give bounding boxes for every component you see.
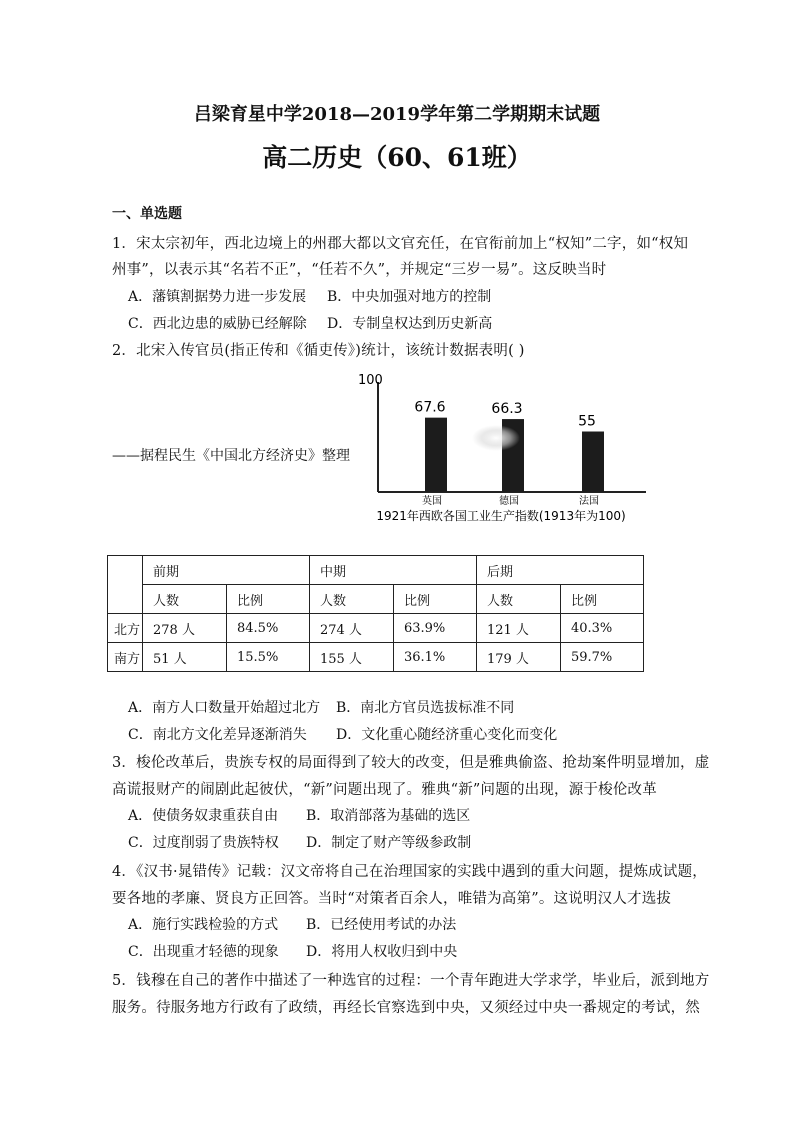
category-label-france: 法国 xyxy=(579,496,599,507)
bar-britain xyxy=(425,418,447,492)
category-label-germany: 德国 xyxy=(499,496,519,507)
value-label-britain: 67.6 xyxy=(414,399,446,416)
subheader-cell: 比例 xyxy=(227,585,310,614)
table-row xyxy=(108,585,644,614)
q3-option-d: D．制定了财产等级参政制 xyxy=(306,835,472,851)
table-row xyxy=(108,556,644,585)
table-cell: 179 人 xyxy=(476,643,560,672)
subheader-cell: 人数 xyxy=(476,585,560,614)
value-label-germany: 66.3 xyxy=(491,401,523,418)
table-cell: 36.1% xyxy=(393,643,476,672)
q4-option-a: A．施行实践检验的方式 xyxy=(128,917,279,933)
table-cell: 40.3% xyxy=(560,614,643,643)
q1-stem-line-1: 1．宋太宗初年，西北边境上的州郡大都以文官充任，在官衔前加上“权知”二字，如“权知 xyxy=(112,236,689,252)
q3-stem-line-2: 高谎报财产的闹剧此起彼伏，“新”问题出现了。雅典“新”问题的出现，源于梭伦改革 xyxy=(112,782,657,798)
chart-caption: 1921年西欧各国工业生产指数(1913年为100) xyxy=(376,509,626,523)
table-cell: 274 人 xyxy=(309,614,393,643)
subheader-cell: 比例 xyxy=(560,585,643,614)
q5-stem-line-1: 5．钱穆在自己的著作中描述了一种选官的过程：一个青年跑进大学求学，毕业后，派到地方 xyxy=(112,973,710,989)
subheader-cell: 比例 xyxy=(393,585,476,614)
q3-option-b: B．取消部落为基础的选区 xyxy=(306,808,471,824)
q2-source-note: ——据程民生《中国北方经济史》整理 xyxy=(112,448,350,464)
q1-option-b: B．中央加强对地方的控制 xyxy=(327,289,492,305)
table-corner-cell xyxy=(108,556,143,614)
q4-option-b: B．已经使用考试的办法 xyxy=(306,917,457,933)
q3-option-a: A．使债务奴隶重获自由 xyxy=(128,808,279,824)
subheader-cell: 人数 xyxy=(143,585,227,614)
q2-option-c: C．南北方文化差异逐渐消失 xyxy=(128,727,307,743)
table-cell: 63.9% xyxy=(393,614,476,643)
section-title: 一、单选题 xyxy=(112,206,182,222)
officials-table xyxy=(107,555,644,672)
table-cell: 155 人 xyxy=(309,643,393,672)
table-cell: 15.5% xyxy=(227,643,310,672)
q1-stem-line-2: 州事”，以表示其“名若不正”，“任若不久”，并规定“三岁一易”。这反映当时 xyxy=(112,262,607,278)
q4-stem-line-1: 4．《汉书·晁错传》记载：汉文帝将自己在治理国家的实践中遇到的重大问题，提炼成试题， xyxy=(112,864,707,880)
period-header: 后期 xyxy=(476,556,643,585)
value-label-france: 55 xyxy=(578,413,596,430)
q1-option-d: D．专制皇权达到历史新高 xyxy=(327,316,493,332)
period-header: 中期 xyxy=(309,556,476,585)
q4-option-d: D．将用人权收归到中央 xyxy=(306,944,458,960)
q4-option-c: C．出现重才轻德的现象 xyxy=(128,944,279,960)
q2-option-a: A．南方人口数量开始超过北方 xyxy=(128,700,321,716)
scan-glare xyxy=(472,425,520,451)
q1-option-c: C．西北边患的威胁已经解除 xyxy=(128,316,307,332)
q2-option-b: B．南北方官员选拔标准不同 xyxy=(336,700,515,716)
table-cell: 59.7% xyxy=(560,643,643,672)
q1-option-a: A．藩镇割据势力进一步发展 xyxy=(128,289,307,305)
q2-stem: 2．北宋入传官员(指正传和《循吏传》)统计，该统计数据表明( ) xyxy=(112,343,525,359)
row-header-south: 南方 xyxy=(108,643,143,672)
school-title: 吕梁育星中学2018—2019学年第二学期期末试题 xyxy=(193,104,601,125)
period-header: 前期 xyxy=(143,556,310,585)
table-cell: 121 人 xyxy=(476,614,560,643)
table-cell: 278 人 xyxy=(143,614,227,643)
table-cell: 84.5% xyxy=(227,614,310,643)
bar-france xyxy=(582,432,604,493)
row-header-north: 北方 xyxy=(108,614,143,643)
table-row xyxy=(108,614,644,643)
q3-stem-line-1: 3．梭伦改革后，贵族专权的局面得到了较大的改变，但是雅典偷盗、抢劫案件明显增加，虚 xyxy=(112,755,710,771)
q4-stem-line-2: 要各地的孝廉、贤良方正回答。当时“对策者百余人，唯错为高第”。这说明汉人才选拔 xyxy=(112,891,672,907)
subheader-cell: 人数 xyxy=(309,585,393,614)
y-tick-label: 100 xyxy=(358,373,383,388)
q3-option-c: C．过度削弱了贵族特权 xyxy=(128,835,279,851)
industrial-index-chart xyxy=(358,368,648,530)
q5-stem-line-2: 服务。待服务地方行政有了政绩，再经长官察选到中央，又须经过中央一番规定的考试，然 xyxy=(112,1000,700,1016)
q2-option-d: D．文化重心随经济重心变化而变化 xyxy=(336,727,558,743)
table-row xyxy=(108,643,644,672)
category-label-britain: 英国 xyxy=(422,496,442,507)
table-cell: 51 人 xyxy=(143,643,227,672)
exam-title: 高二历史（60、61班） xyxy=(262,143,532,172)
